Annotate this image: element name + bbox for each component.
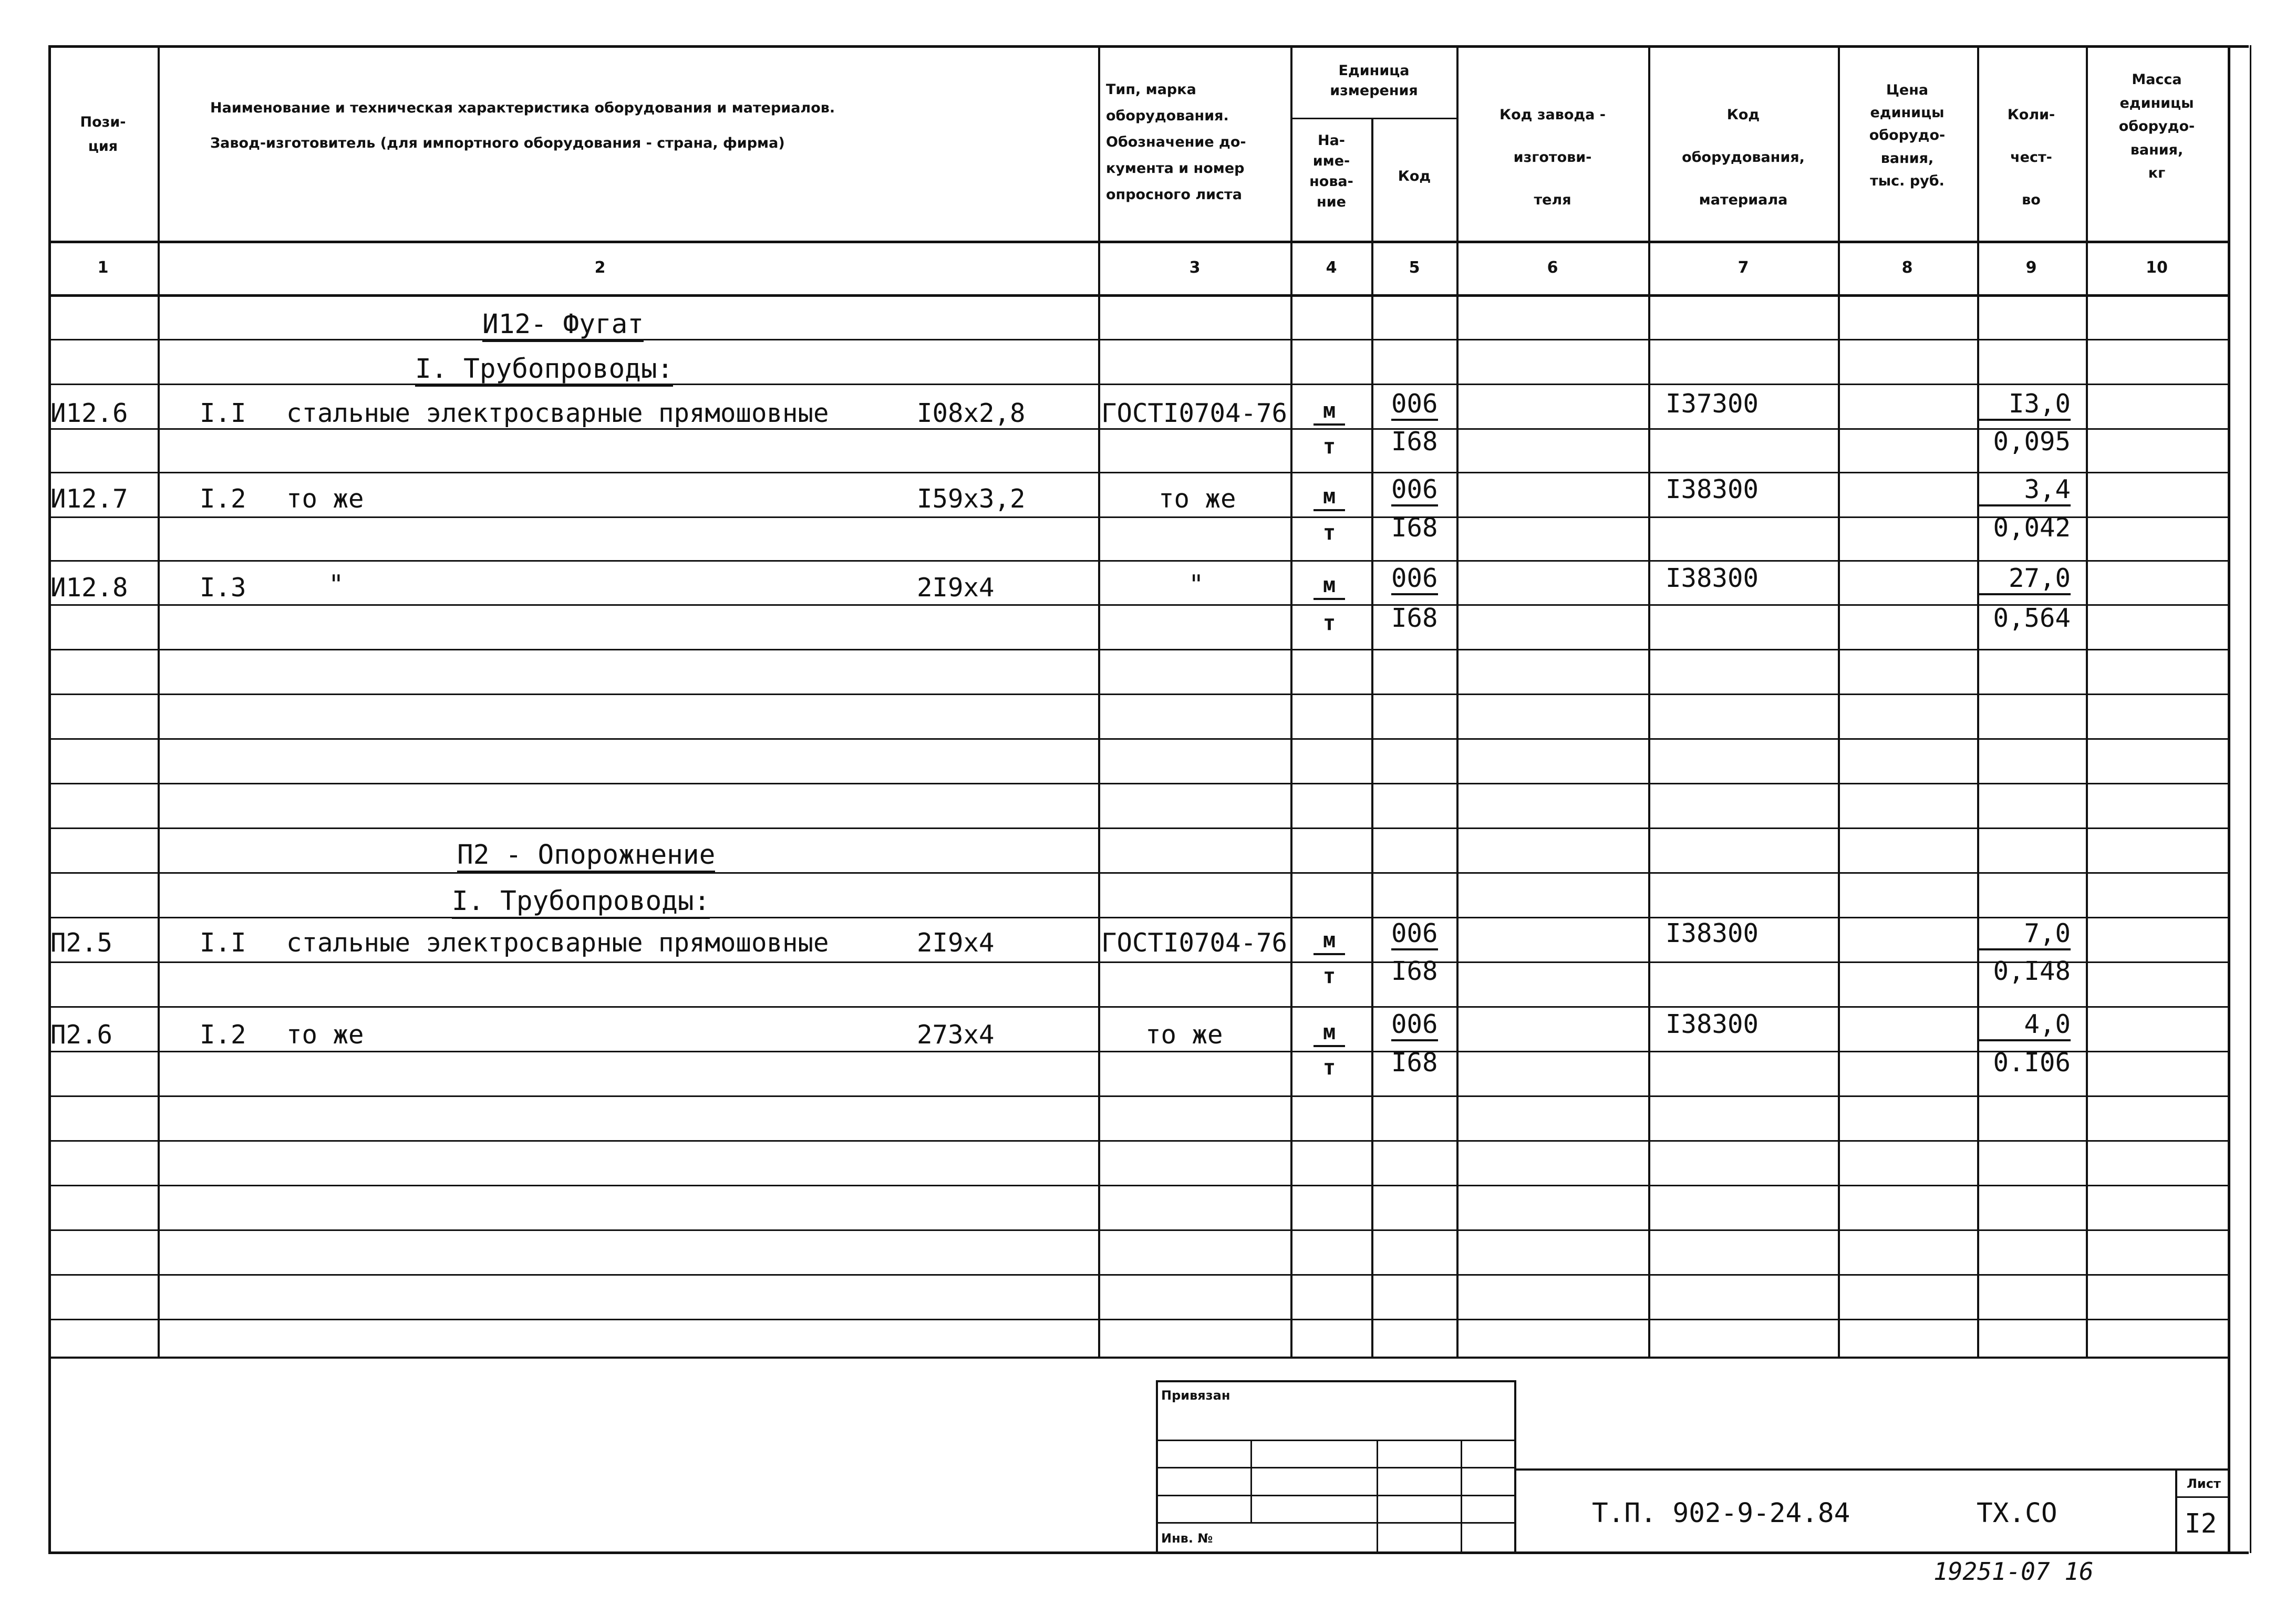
column-number: 10 — [2146, 258, 2168, 277]
item-size: I59x3,2 — [917, 484, 1026, 514]
header-text: Цена — [1886, 82, 1929, 98]
item-position: П2.6 — [50, 1020, 113, 1050]
item-number: I.I — [200, 398, 246, 428]
header-text: Завод-изготовитель (для импортного оборудования - страна, фирма) — [210, 135, 785, 151]
row-line — [48, 560, 2228, 562]
row-line — [48, 961, 2228, 963]
header-text: Код завода - — [1499, 107, 1606, 123]
section-title: И12- Фугат — [482, 311, 644, 342]
item-unit-code-primary: 006 — [1391, 565, 1438, 595]
item-number: I.2 — [200, 484, 246, 514]
stamp-sheet-number: I2 — [2185, 1508, 2217, 1539]
stamp-inventory-label: Инв. № — [1161, 1531, 1213, 1546]
row-line — [48, 1319, 2228, 1320]
section-title: П2 - Опорожнение — [457, 842, 715, 873]
col-divider — [1977, 45, 1979, 1358]
item-unit-code-primary: 006 — [1391, 391, 1438, 421]
header-text: оборудо- — [2118, 118, 2195, 135]
item-doc: то же — [1145, 1020, 1223, 1050]
row-line — [48, 428, 2228, 430]
item-position: И12.8 — [50, 573, 128, 603]
col-divider — [1456, 45, 1459, 1358]
stamp-line — [1377, 1440, 1378, 1553]
row-line — [48, 384, 2228, 385]
row-line — [48, 694, 2228, 695]
item-quantity: 7,0 — [1978, 920, 2071, 950]
stamp-line — [1250, 1440, 1252, 1524]
row-line — [48, 1051, 2228, 1052]
header-text: единицы — [2119, 95, 2194, 111]
item-quantity: I3,0 — [1978, 391, 2071, 421]
header-text: Коли- — [2007, 107, 2055, 123]
header-text: Код — [1726, 107, 1760, 123]
item-material-code: I38300 — [1666, 918, 1759, 948]
stamp-line — [1461, 1440, 1462, 1553]
row-line — [48, 738, 2228, 740]
header-text: ция — [88, 138, 118, 154]
item-doc: " — [1188, 570, 1204, 599]
item-name: стальные электросварные прямошовные — [286, 928, 829, 958]
item-material-code: I38300 — [1666, 474, 1759, 504]
col-divider — [158, 45, 160, 1358]
item-quantity-secondary: 0,095 — [1993, 427, 2071, 457]
header-text: На- — [1317, 132, 1346, 149]
row-line — [48, 472, 2228, 473]
column-number: 3 — [1189, 258, 1201, 277]
header-text: во — [2022, 192, 2041, 208]
item-material-code: I38300 — [1666, 1009, 1759, 1039]
header-text: Пози- — [80, 114, 126, 130]
header-text: тыс. руб. — [1870, 172, 1945, 189]
header-quantity — [2008, 94, 2055, 221]
item-unit-code-secondary: I68 — [1391, 513, 1438, 543]
item-unit-code-primary: 006 — [1391, 477, 1438, 506]
row-line — [48, 1140, 2228, 1142]
column-number: 4 — [1326, 258, 1337, 277]
item-position: И12.7 — [50, 484, 128, 514]
item-doc: ГОСТI0704-76 — [1101, 398, 1288, 428]
item-quantity-secondary: 0.I06 — [1993, 1048, 2071, 1078]
header-name — [210, 101, 835, 150]
header-factory-code — [1499, 94, 1606, 221]
section-subtitle: I. Трубопроводы: — [452, 888, 710, 919]
row-line — [48, 872, 2228, 874]
row-line — [48, 827, 2228, 829]
header-text: ние — [1317, 194, 1346, 211]
handwritten-note: 19251-07 16 — [1933, 1557, 2094, 1586]
col-divider — [1648, 45, 1650, 1358]
row-line — [48, 516, 2228, 518]
header-text: Тип, марка — [1106, 81, 1196, 98]
header-text: Единица — [1338, 63, 1410, 79]
item-doc: то же — [1159, 484, 1236, 514]
frame-bottom — [48, 1551, 2249, 1554]
item-quantity-secondary: 0,564 — [1993, 603, 2071, 633]
frame-top — [48, 45, 2249, 48]
item-number: I.2 — [200, 1020, 246, 1050]
header-text: теля — [1534, 192, 1571, 208]
item-unit-primary: м — [1314, 486, 1345, 511]
header-text: Наименование и техническая характеристика оборудования и материалов. — [210, 100, 835, 116]
row-line — [48, 604, 2228, 606]
header-text: опросного листа — [1106, 186, 1242, 203]
header-text: измерения — [1330, 82, 1418, 99]
item-position: П2.5 — [50, 928, 113, 958]
item-unit-code-secondary: I68 — [1391, 603, 1438, 633]
item-number: I.I — [200, 928, 246, 958]
col-divider — [1371, 118, 1373, 1358]
item-unit-code-primary: 006 — [1391, 920, 1438, 950]
row-line — [48, 1095, 2228, 1097]
item-unit-primary: м — [1314, 930, 1345, 955]
header-unit-name — [1309, 130, 1353, 213]
section-subtitle: I. Трубопроводы: — [415, 356, 673, 387]
item-unit-code-secondary: I68 — [1391, 1048, 1438, 1078]
item-doc: ГОСТI0704-76 — [1101, 928, 1288, 958]
item-quantity-secondary: 0,042 — [1993, 513, 2071, 543]
item-unit-secondary: т — [1322, 964, 1336, 988]
header-price — [1869, 79, 1945, 192]
row-line — [48, 917, 2228, 918]
header-text: Обозначение до- — [1106, 133, 1246, 150]
row-line — [48, 649, 2228, 650]
row-line — [48, 1274, 2228, 1276]
column-number: 6 — [1547, 258, 1558, 277]
header-bottom-line — [48, 241, 2228, 243]
row-line — [48, 1229, 2228, 1231]
frame-left — [48, 45, 51, 1553]
col-divider — [1838, 45, 1840, 1358]
item-number: I.3 — [200, 573, 246, 603]
stamp-line — [1514, 1468, 2229, 1471]
column-number: 2 — [594, 258, 606, 277]
frame-right-outer — [2250, 45, 2251, 1553]
units-subheader-line — [1290, 118, 1459, 119]
item-unit-primary: м — [1314, 1022, 1345, 1047]
frame-right — [2228, 45, 2230, 1553]
header-text: Масса — [2132, 71, 2182, 88]
item-unit-code-primary: 006 — [1391, 1011, 1438, 1041]
column-number: 8 — [1901, 258, 1913, 277]
item-unit-secondary: т — [1322, 521, 1336, 545]
item-size: 273x4 — [917, 1020, 995, 1050]
stamp-document-mark: ТХ.СО — [1977, 1498, 2057, 1529]
item-unit-code-secondary: I68 — [1391, 956, 1438, 986]
header-position — [80, 110, 126, 159]
item-unit-secondary: т — [1322, 434, 1336, 459]
col-divider — [1098, 45, 1100, 1358]
header-text: чест- — [2010, 149, 2052, 165]
header-text: кг — [2148, 165, 2166, 182]
col-divider — [1290, 45, 1292, 1358]
header-text: оборудования, — [1682, 149, 1805, 165]
colnum-bottom-line — [48, 294, 2228, 297]
item-quantity: 3,4 — [1978, 477, 2071, 506]
header-mass — [2119, 68, 2195, 185]
table-bottom-line — [48, 1357, 2228, 1359]
col-divider — [2086, 45, 2088, 1358]
header-text: единицы — [1870, 105, 1945, 121]
header-text: материала — [1699, 192, 1788, 208]
header-unit-code: Код — [1398, 168, 1431, 184]
item-size: I08x2,8 — [917, 398, 1026, 428]
stamp-line — [2175, 1468, 2177, 1553]
header-text: вания, — [1880, 150, 1934, 167]
header-text: оборудо- — [1869, 127, 1946, 144]
header-type — [1106, 77, 1246, 208]
row-line — [48, 1006, 2228, 1008]
row-line — [48, 1185, 2228, 1186]
column-number: 5 — [1409, 258, 1420, 277]
header-text: оборудования. — [1106, 107, 1229, 124]
item-position: И12.6 — [50, 398, 128, 428]
header-text: вания, — [2130, 141, 2184, 158]
item-unit-primary: м — [1314, 575, 1345, 600]
header-text: изготови- — [1513, 149, 1592, 165]
item-unit-code-secondary: I68 — [1391, 427, 1438, 457]
stamp-line — [1156, 1380, 1516, 1382]
row-line — [48, 339, 2228, 340]
item-quantity: 4,0 — [1978, 1011, 2071, 1041]
item-name: то же — [286, 1020, 364, 1050]
item-size: 2I9x4 — [917, 928, 995, 958]
header-text: име- — [1312, 153, 1350, 170]
item-name: " — [328, 570, 344, 599]
stamp-project-number: Т.П. 902-9-24.84 — [1592, 1498, 1850, 1529]
header-material-code — [1682, 94, 1805, 221]
column-number: 7 — [1737, 258, 1749, 277]
stamp-sheet-label: Лист — [2187, 1476, 2221, 1491]
row-line — [48, 783, 2228, 784]
item-size: 2I9x4 — [917, 573, 995, 603]
item-name: стальные электросварные прямошовные — [286, 398, 829, 428]
item-quantity-secondary: 0,I48 — [1993, 956, 2071, 986]
header-text: кумента и номер — [1106, 160, 1245, 177]
stamp-attached-label: Привязан — [1161, 1388, 1230, 1403]
item-quantity: 27,0 — [1978, 565, 2071, 595]
item-unit-secondary: т — [1322, 1056, 1336, 1080]
item-unit-primary: м — [1314, 400, 1345, 426]
item-material-code: I37300 — [1666, 389, 1759, 419]
column-number: 1 — [97, 258, 109, 277]
header-units-group — [1330, 61, 1418, 101]
item-material-code: I38300 — [1666, 563, 1759, 593]
column-number: 9 — [2025, 258, 2037, 277]
header-text: нова- — [1309, 173, 1353, 190]
stamp-line — [2175, 1496, 2229, 1498]
item-unit-secondary: т — [1322, 611, 1336, 635]
item-name: то же — [286, 484, 364, 514]
